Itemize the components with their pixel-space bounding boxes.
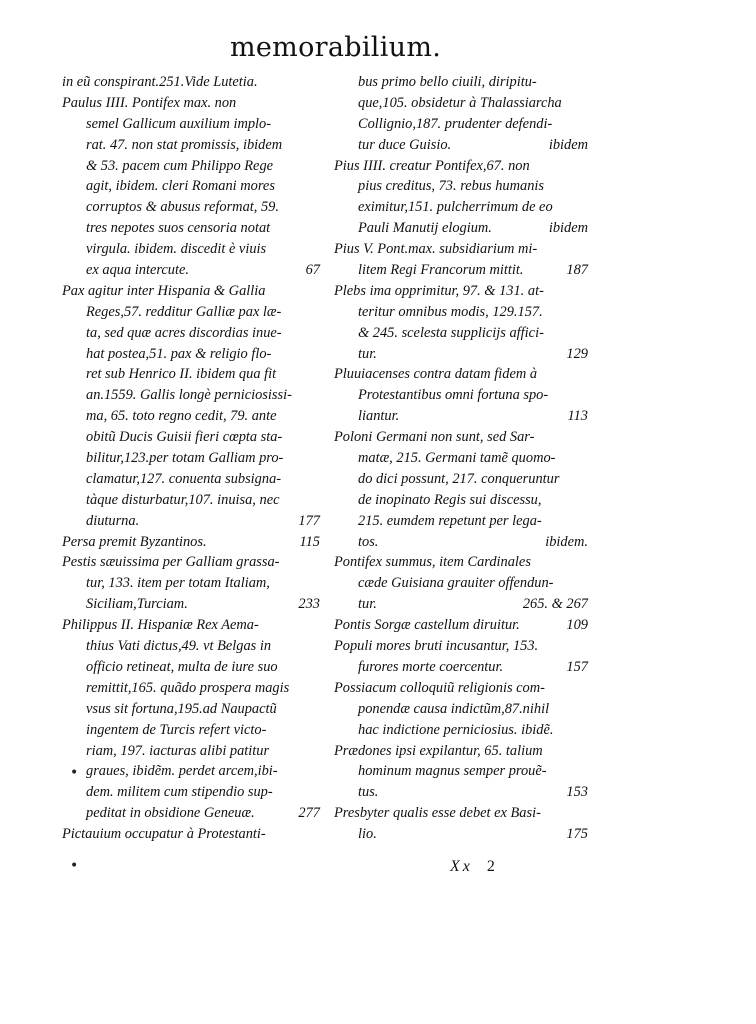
index-line	[334, 135, 588, 156]
index-line	[334, 114, 588, 135]
index-line	[62, 406, 320, 427]
index-line	[62, 761, 320, 782]
index-line-text: obitũ Ducis Guisii fieri cœpta sta-	[86, 429, 283, 446]
index-line-text: graues, ibidẽm. perdet arcem,ibi-	[86, 763, 278, 780]
index-line	[62, 490, 320, 511]
index-line-text: Siciliam,Turciam.	[86, 596, 188, 613]
index-line-text: pius creditus, 73. rebus humanis	[358, 178, 545, 195]
index-line	[334, 636, 588, 657]
index-line-text: diuturna.	[86, 512, 140, 529]
index-line-text: rat. 47. non stat promissis, ibidem	[86, 136, 283, 153]
index-line-text: & 245. scelesta supplicijs affici-	[358, 324, 544, 341]
index-line	[334, 511, 588, 532]
signature-letters: Xx	[450, 858, 473, 875]
index-line	[334, 260, 588, 281]
index-line	[62, 72, 320, 93]
index-line-text: litem Regi Francorum mittit.	[358, 262, 524, 279]
index-line	[334, 824, 588, 845]
index-line	[334, 678, 588, 699]
index-line-text: Pontifex summus, item Cardinales	[334, 554, 531, 571]
page-reference: 233	[298, 596, 320, 613]
index-line-text: virgula. ibidem. discedit è viuis	[86, 241, 267, 258]
index-line	[334, 427, 588, 448]
index-line-text: hat postea,51. pax & religio flo-	[86, 345, 272, 362]
index-line-text: remittit,165. quãdo prospera magis	[86, 679, 290, 696]
index-column-right	[334, 72, 588, 845]
index-line-text: ponendæ causa indictũm,87.nihil	[358, 700, 550, 717]
index-line	[334, 239, 588, 260]
index-line	[62, 615, 320, 636]
index-line-text: & 53. pacem cum Philippo Rege	[86, 157, 274, 174]
index-line-text: furores morte coercentur.	[358, 658, 504, 675]
index-line	[334, 720, 588, 741]
index-line	[334, 594, 588, 615]
page-reference: 115	[299, 533, 320, 550]
index-line	[334, 448, 588, 469]
index-line-text: agit, ibidem. cleri Romani mores	[86, 178, 275, 195]
index-line-text: matæ, 215. Germani tamẽ quomo-	[358, 450, 556, 467]
index-line-text: ma, 65. toto regno cedit, 79. ante	[86, 408, 277, 425]
index-line	[62, 135, 320, 156]
index-line-text: teritur omnibus modis, 129.157.	[358, 303, 543, 320]
index-line	[334, 72, 588, 93]
index-line-text: Populi mores bruti incusantur, 153.	[334, 638, 539, 655]
page-reference: 129	[566, 345, 588, 362]
index-line-text: que,105. obsidetur à Thalassiarcha	[358, 94, 562, 111]
index-line	[334, 615, 588, 636]
running-head: memorabilium.	[230, 32, 442, 63]
index-line-text: Philippus II. Hispaniæ Rex Aema-	[62, 617, 259, 634]
index-line	[62, 657, 320, 678]
index-line	[62, 114, 320, 135]
index-line-text: riam, 197. iacturas alibi patitur	[86, 742, 270, 759]
page-reference: 265. & 267	[522, 596, 588, 613]
index-line-text: tur.	[358, 596, 377, 613]
index-line	[334, 176, 588, 197]
index-line	[62, 323, 320, 344]
index-line	[334, 699, 588, 720]
index-line-text: hominum magnus semper prouẽ-	[358, 763, 547, 780]
index-line	[62, 720, 320, 741]
index-line-text: vsus sit fortuna,195.ad Naupactũ	[86, 700, 277, 717]
index-line-text: Persa premit Byzantinos.	[62, 533, 207, 550]
page-reference: 277	[298, 805, 320, 822]
index-line	[62, 532, 320, 553]
index-line-text: do dici possunt, 217. conqueruntur	[358, 470, 560, 487]
index-column-left	[62, 72, 320, 845]
margin-mark: •	[70, 765, 79, 781]
index-line-text: tàque disturbatur,107. inuisa, nec	[86, 491, 280, 508]
index-line-text: peditat in obsidione Geneuæ.	[86, 805, 255, 822]
bottom-mark: •	[70, 858, 79, 874]
index-line	[334, 218, 588, 239]
index-line-text: tur, 133. item per totam Italiam,	[86, 575, 270, 592]
index-line	[334, 281, 588, 302]
index-line-text: Possiacum colloquiũ religionis com-	[334, 679, 545, 696]
index-line-text: Pax agitur inter Hispania & Gallia	[62, 282, 266, 299]
index-line	[62, 385, 320, 406]
index-line-text: Reges,57. redditur Galliæ pax læ-	[86, 303, 282, 320]
index-line-text: Plebs ima opprimitur, 97. & 131. at-	[334, 282, 544, 299]
index-line	[62, 573, 320, 594]
index-line-text: ta, sed quæ acres discordias inue-	[86, 324, 282, 341]
index-line	[62, 176, 320, 197]
index-line-text: Pauli Manutij elogium.	[358, 220, 492, 237]
index-line	[62, 218, 320, 239]
index-line-text: officio retineat, multa de iure suo	[86, 658, 278, 675]
index-line	[62, 552, 320, 573]
index-line-text: bilitur,123.per totam Galliam pro-	[86, 450, 284, 467]
page-reference: ibidem	[548, 136, 588, 153]
index-line	[334, 156, 588, 177]
index-line-text: Prædones ipsi expilantur, 65. talium	[334, 742, 543, 759]
index-line	[62, 511, 320, 532]
index-line	[62, 344, 320, 365]
index-line	[334, 197, 588, 218]
index-line	[334, 803, 588, 824]
index-line	[62, 239, 320, 260]
index-line-text: hac indictione perniciosius. ibidẽ.	[358, 721, 554, 738]
index-line-text: eximitur,151. pulcherrimum de eo	[358, 199, 553, 216]
index-line	[62, 260, 320, 281]
index-line	[62, 594, 320, 615]
index-line-text: bus primo bello ciuili, diripitu-	[358, 74, 537, 90]
index-line	[62, 741, 320, 762]
page-reference: 113	[567, 408, 588, 425]
index-line	[334, 302, 588, 323]
index-line-text: an.1559. Gallis longè perniciosissi-	[86, 387, 292, 404]
index-line	[334, 532, 588, 553]
index-line-text: Poloni Germani non sunt, sed Sar-	[334, 429, 535, 446]
index-line	[62, 699, 320, 720]
index-line-text: Paulus IIII. Pontifex max. non	[62, 94, 237, 111]
index-line-text: ret sub Henrico II. ibidem qua fit	[86, 366, 277, 383]
index-line	[334, 782, 588, 803]
index-line	[334, 761, 588, 782]
index-line	[334, 741, 588, 762]
index-line-text: lio.	[358, 826, 377, 843]
index-line-text: Pluuiacenses contra datam fidem à	[334, 366, 538, 383]
index-line	[62, 782, 320, 803]
index-line-text: tur duce Guisio.	[358, 136, 452, 153]
page-reference: 187	[566, 262, 588, 279]
page-reference: 157	[566, 658, 588, 675]
index-line	[334, 573, 588, 594]
index-line-text: Collignio,187. prudenter defendi-	[358, 115, 553, 132]
index-line	[334, 469, 588, 490]
index-line	[62, 448, 320, 469]
index-line	[334, 552, 588, 573]
page-reference: 177	[298, 512, 320, 529]
index-line-text: Presbyter qualis esse debet ex Basi-	[334, 805, 541, 822]
index-line-text: ingentem de Turcis refert victo-	[86, 721, 267, 738]
index-line	[62, 281, 320, 302]
index-line-text: clamatur,127. conuenta subsigna-	[86, 470, 282, 487]
index-line-text: ex aqua intercute.	[86, 262, 189, 279]
index-line	[62, 469, 320, 490]
index-line	[62, 93, 320, 114]
index-line	[62, 678, 320, 699]
page-reference: 153	[566, 784, 588, 801]
index-line-text: tur.	[358, 345, 377, 362]
page-reference: ibidem.	[545, 533, 588, 550]
index-line	[334, 344, 588, 365]
index-line	[62, 427, 320, 448]
index-line	[62, 302, 320, 323]
index-line	[334, 406, 588, 427]
index-line	[334, 93, 588, 114]
index-line	[62, 824, 320, 845]
page-reference: 109	[566, 617, 588, 634]
index-line-text: Pontis Sorgæ castellum diruitur.	[334, 617, 520, 634]
index-line-text: in eũ conspirant.251.Vide Lutetia.	[62, 74, 258, 90]
index-line-text: tres nepotes suos censoria notat	[86, 220, 271, 237]
index-line	[62, 197, 320, 218]
index-line-text: Pestis sæuissima per Galliam grassa-	[62, 554, 280, 571]
index-line-text: Pius V. Pont.max. subsidiarium mi-	[334, 241, 538, 258]
index-line-text: liantur.	[358, 408, 400, 425]
index-line	[62, 364, 320, 385]
index-line	[334, 385, 588, 406]
index-line-text: de inopinato Regis sui discessu,	[358, 491, 542, 508]
index-line	[334, 364, 588, 385]
index-line-text: 215. eumdem repetunt per lega-	[358, 512, 542, 529]
index-line-text: corruptos & abusus reformat, 59.	[86, 199, 279, 216]
index-line-text: Protestantibus omni fortuna spo-	[358, 387, 549, 404]
index-line-text: thius Vati dictus,49. vt Belgas in	[86, 638, 272, 655]
index-line-text: Pictauium occupatur à Protestanti-	[62, 826, 266, 843]
index-line-text: dem. militem cum stipendio sup-	[86, 784, 273, 801]
page-reference: 67	[305, 262, 320, 279]
index-line	[334, 323, 588, 344]
signature-number: 2	[486, 858, 498, 875]
index-line	[334, 490, 588, 511]
index-line-text: tos.	[358, 533, 379, 550]
index-line-text: Pius IIII. creatur Pontifex,67. non	[334, 157, 530, 174]
index-line	[62, 156, 320, 177]
index-line	[62, 636, 320, 657]
index-line-text: semel Gallicum auxilium implo-	[86, 115, 272, 132]
signature-mark	[450, 858, 498, 876]
index-line-text: tus.	[358, 784, 379, 801]
index-line	[62, 803, 320, 824]
index-line-text: cæde Guisiana grauiter offendun-	[358, 575, 554, 592]
page-reference: ibidem	[548, 220, 588, 237]
index-line	[334, 657, 588, 678]
page-reference: 175	[566, 826, 588, 843]
